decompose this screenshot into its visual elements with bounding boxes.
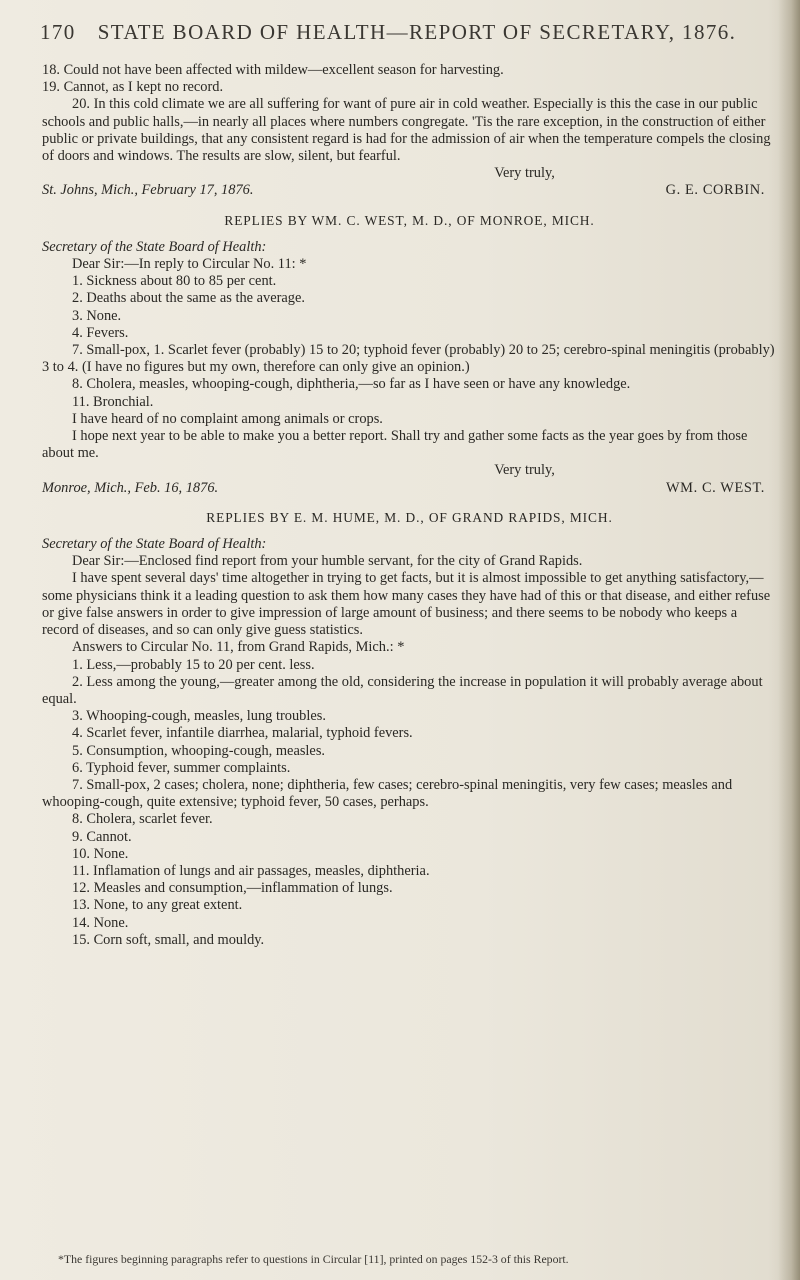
letter3-answer: 14. None. [72,914,129,931]
letter2-closing: Very truly, [494,462,555,479]
page-edge-shadow [778,0,800,1280]
letter2-heading: REPLIES BY WM. C. WEST, M. D., OF MONROE, MICH. [224,212,595,228]
letter2-place-date: Monroe, Mich., Feb. 16, 1876. [42,479,219,496]
letter3-answer: 1. Less,—probably 15 to 20 per cent. less. [72,656,315,673]
answer-18: 18. Could not have been affected with mildew—excellent season for harvesting. [42,62,504,78]
letter2-answer: 2. Deaths about the same as the average. [72,290,305,307]
letter2-salutation-to: Secretary of the State Board of Health: [42,238,267,255]
letter3-answer: 11. Inflamation of lungs and air passages, measles, diphtheria. [72,862,430,879]
letter3-answer: 12. Measles and consumption,—inflammation of lungs. [72,880,393,897]
letter3-answer: 8. Cholera, scarlet fever. [72,811,213,828]
letter2-answer: 1. Sickness about 80 to 85 per cent. [72,273,277,290]
letter3-answer: 4. Scarlet fever, infantile diarrhea, malarial, typhoid fevers. [72,725,413,742]
page-body [42,62,777,949]
header-title: STATE BOARD OF HEALTH—REPORT OF SECRETARY, 1876. [97,20,737,44]
letter2-signature: WM. C. WEST. [665,479,765,496]
letter3-opening: Dear Sir:—Enclosed find report from your humble servant, for the city of Grand Rapids. [72,553,583,570]
footnote [58,1252,778,1266]
letter3-salutation-to: Secretary of the State Board of Health: [42,536,267,553]
letter2-answer: 11. Bronchial. [72,393,154,410]
letter1-closing: Very truly, [494,165,555,182]
letter2-answer: 3. None. [72,307,122,324]
letter3-answer: 7. Small-pox, 2 cases; cholera, none; diphtheria, few cases; cerebro-spinal meningitis, very few cases; measles and whooping-cough, quite extensive; typhoid fever, 50 cases, perhaps. [42,776,733,811]
letter2-answer: 7. Small-pox, 1. Scarlet fever (probably) 15 to 20; typhoid fever (probably) 20 to 25; cerebro-spinal meningitis (probably) 3 to 4. (I have no figures but my own, therefore can only give an opinion.) [42,342,775,376]
answer-19: 19. Cannot, as I kept no record. [42,79,224,96]
letter3-heading: REPLIES BY E. M. HUME, M. D., OF GRAND RAPIDS, MICH. [206,509,613,525]
letter3-paragraph: I have spent several days' time altogether in trying to get facts, but it is almost impossible to get anything satisfactory,—some physicians think it a leading question to ask them how many cases they have had of this or that disease, and either refuse or give false answers in order to give impression of large amount of business; and there seems to be nobody who keeps a record of diseases, and so can only give guess statistics. [42,570,771,639]
letter2-remark: I have heard of no complaint among animals or crops. [72,410,383,427]
letter3-answer: 10. None. [72,845,129,862]
letter2-remark: I hope next year to be able to make you a better report. Shall try and gather some facts as the year goes by from those about me. [42,428,748,462]
letter3-answer: 6. Typhoid fever, summer complaints. [72,759,291,776]
page-number: 170 [40,20,76,44]
letter2-opening: Dear Sir:—In reply to Circular No. 11: * [72,256,307,273]
letter3-answer: 15. Corn soft, small, and mouldy. [72,931,265,948]
letter2-answer: 4. Fevers. [72,324,129,341]
letter3-answer: 13. None, to any great extent. [72,897,243,914]
letter3-answer: 3. Whooping-cough, measles, lung troubles. [72,708,326,725]
letter3-answers-intro: Answers to Circular No. 11, from Grand Rapids, Mich.: * [72,639,405,656]
letter2-signature-line [42,480,777,497]
letter2-answer: 8. Cholera, measles, whooping-cough, diphtheria,—so far as I have seen or have any knowledge. [72,376,631,393]
letter3-answer: 2. Less among the young,—greater among the old, considering the increase in population it will probably average about equal. [42,673,763,707]
footnote-text: *The figures beginning paragraphs refer to questions in Circular [11], printed on pages 152-3 of this Report. [58,1252,569,1266]
answer-20: 20. In this cold climate we are all suffering for want of pure air in cold weather. Especially is this the case in our public schools and public halls,—in nearly all places where numbers congregate. 'Tis the rare exception, in the construction of either public or private buildings, that any consistent regard is had for the admission of air when the temperature compels the closing of doors and windows. The results are slow, silent, but fearful. [42,96,771,165]
running-header [40,20,780,45]
letter1-signature-line [42,182,777,199]
letter3-answer: 9. Cannot. [72,828,132,845]
letter3-answer: 5. Consumption, whooping-cough, measles. [72,742,326,759]
letter1-place-date: St. Johns, Mich., February 17, 1876. [42,182,254,199]
letter1-signature: G. E. CORBIN. [665,182,765,199]
